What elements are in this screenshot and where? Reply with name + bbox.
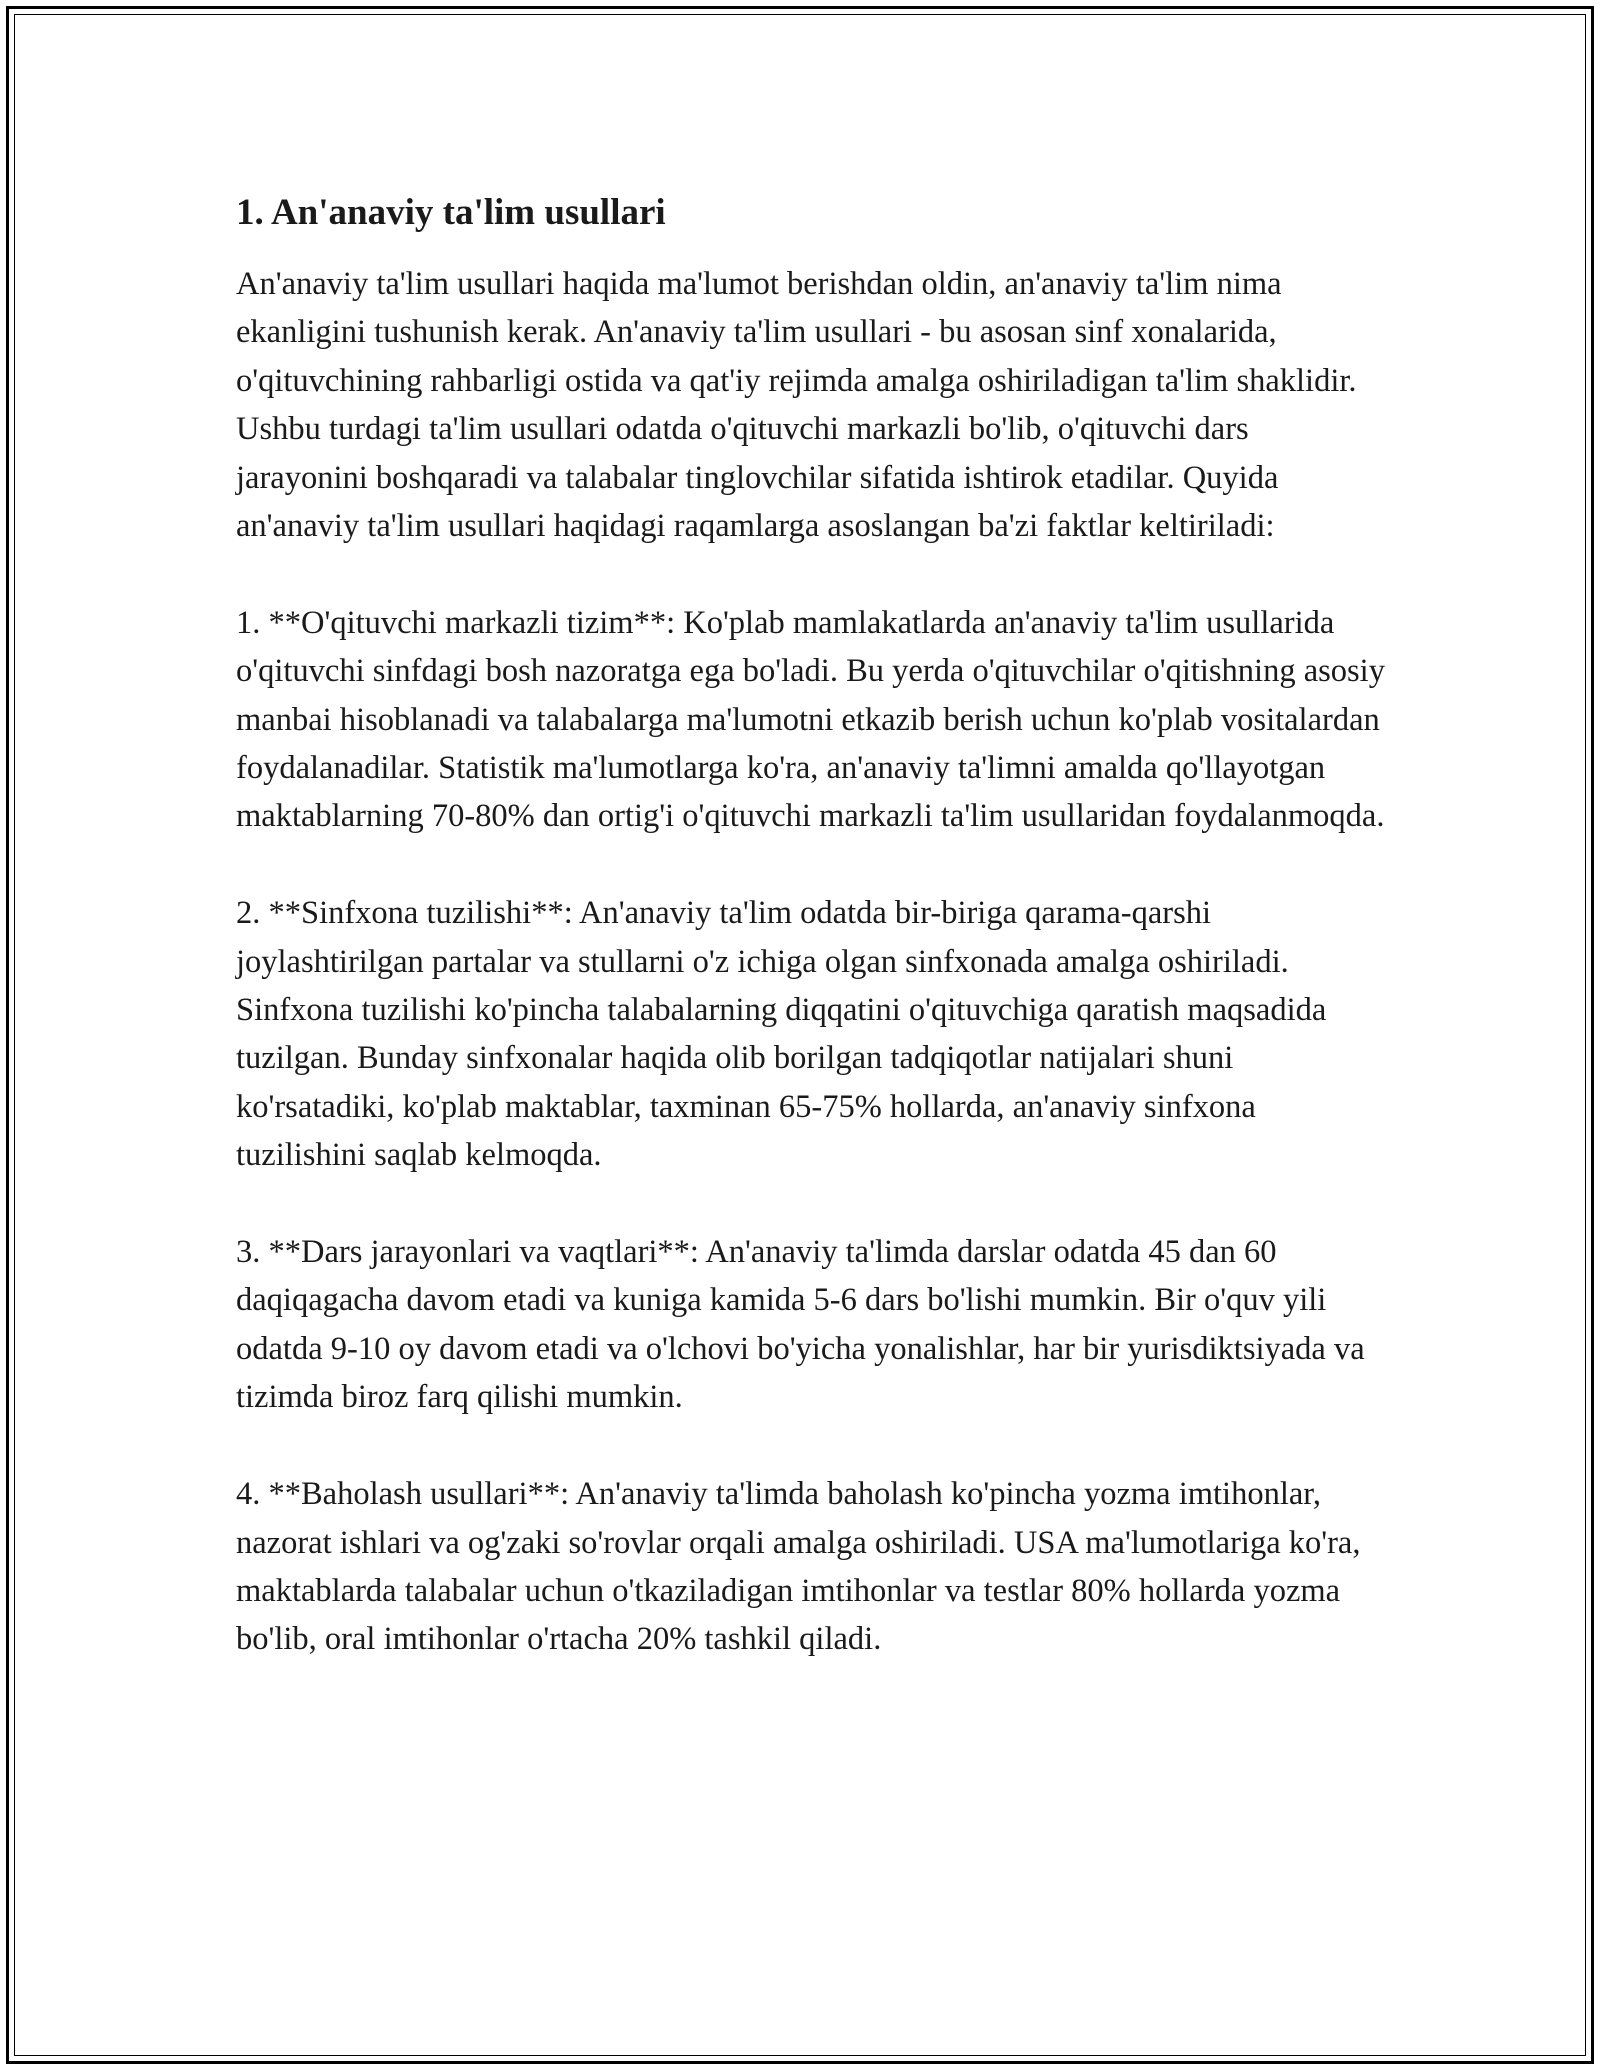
document-body (236, 188, 1386, 1712)
list-item-classroom-structure: 2. **Sinfxona tuzilishi**: An'anaviy ta'lim odatda bir-biriga qarama-qarshi joylashtirilgan partalar va stullarni o'z ichiga olgan sinfxonada amalga oshiriladi. Sinfxona tuzilishi ko'pincha talabalarning diqqatini o'qituvchiga qaratish maqsadida tuzilgan. Bunday sinfxonalar haqida olib borilgan tadqiqotlar natijalari shuni ko'rsatadiki, ko'plab maktablar, taxminan 65-75% hollarda, an'anaviy sinfxona tuzilishini saqlab kelmoqda. (236, 895, 1327, 1174)
list-item-teacher-centered: 1. **O'qituvchi markazli tizim**: Ko'plab mamlakatlarda an'anaviy ta'lim usullarida o'qituvchi sinfdagi bosh nazoratga ega bo'ladi. Bu yerda o'qituvchilar o'qitishning asosiy manbai hisoblanadi va talabalarga ma'lumotni etkazib berish uchun ko'plab vositalardan foydalanadilar. Statistik ma'lumotlarga ko'ra, an'anaviy ta'limni amalda qo'llayotgan maktablarning 70-80% dan ortig'i o'qituvchi markazli ta'lim usullaridan foydalanmoqda. (236, 604, 1385, 835)
section-heading: 1. An'anaviy ta'lim usullari (236, 192, 666, 233)
list-item-lesson-schedule: 3. **Dars jarayonlari va vaqtlari**: An'anaviy ta'limda darslar odatda 45 dan 60 daqiqagacha davom etadi va kuniga kamida 5-6 dars bo'lishi mumkin. Bir o'quv yili odatda 9-10 oy davom etadi va o'lchovi bo'yicha yonalishlar, har bir yurisdiktsiyada va tizimda biroz farq qilishi mumkin. (236, 1234, 1365, 1416)
list-item-assessment-methods: 4. **Baholash usullari**: An'anaviy ta'limda baholash ko'pincha yozma imtihonlar, nazorat ishlari va og'zaki so'rovlar orqali amalga oshiriladi. USA ma'lumotlariga ko'ra, maktablarda talabalar uchun o'tkaziladigan imtihonlar va testlar 80% hollarda yozma bo'lib, oral imtihonlar o'rtacha 20% tashkil qiladi. (236, 1476, 1361, 1658)
intro-paragraph: An'anaviy ta'lim usullari haqida ma'lumot berishdan oldin, an'anaviy ta'lim nima ekanligini tushunish kerak. An'anaviy ta'lim usullari - bu asosan sinf xonalarida, o'qituvchining rahbarligi ostida va qat'iy rejimda amalga oshiriladigan ta'lim shaklidir. Ushbu turdagi ta'lim usullari odatda o'qituvchi markazli bo'lib, o'qituvchi dars jarayonini boshqaradi va talabalar tinglovchilar sifatida ishtirok etadilar. Quyida an'anaviy ta'lim usullari haqidagi raqamlarga asoslangan ba'zi faktlar keltiriladi: (236, 266, 1357, 545)
